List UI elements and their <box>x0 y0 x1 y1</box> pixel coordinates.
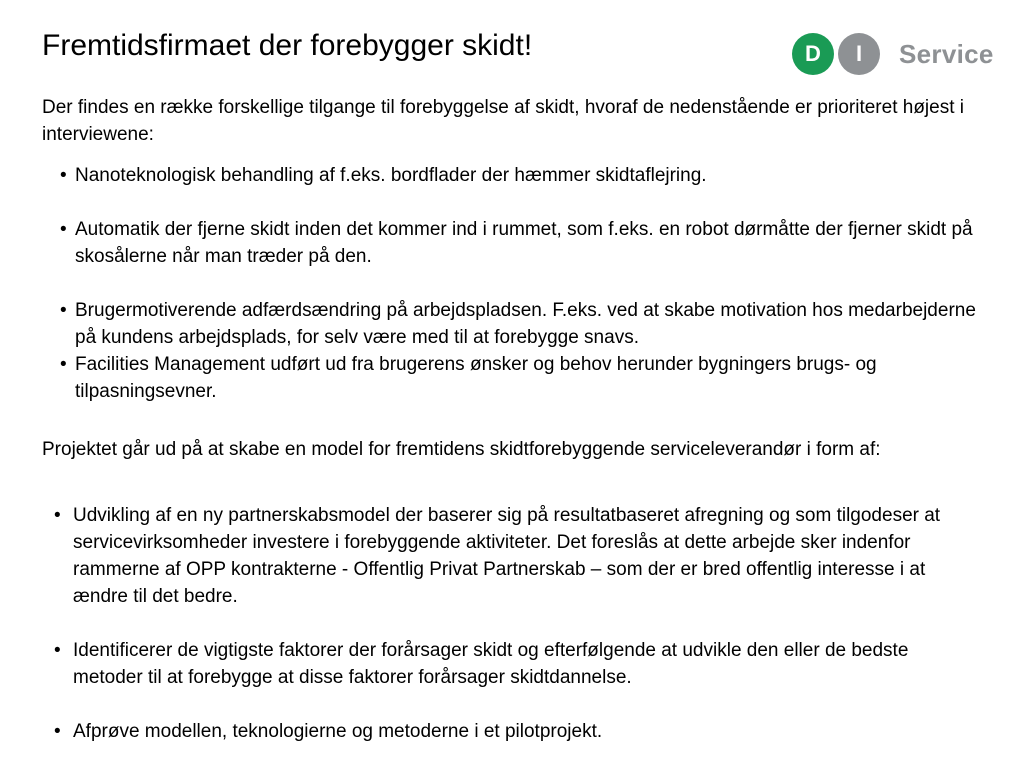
logo-i-circle: I <box>838 33 880 75</box>
list-item-text: Identificerer de vigtigste faktorer der forårsager skidt og efterfølgende at udvikle den eller de bedste metoder til at forebygge at disse faktorer forårsager skidtdannelse. <box>73 640 909 688</box>
list-item-text: Brugermotiverende adfærdsændring på arbejdspladsen. F.eks. ved at skabe motivation hos medarbejderne på kundens arbejdsplads, for selv være med til at forebygge snavs. <box>75 300 976 348</box>
list-item-text: Afprøve modellen, teknologierne og metoderne i et pilotprojekt. <box>73 721 603 742</box>
bullet-icon: • <box>54 721 61 742</box>
di-service-logo <box>792 33 994 75</box>
list-item-text: Udvikling af en ny partnerskabsmodel der baserer sig på resultatbaseret afregning og som tilgodeser at servicevirksomheder investere i forebyggende aktiviteter. Det foreslås at dette arbejde sker indenfor rammerne af OPP kontrakterne - Offentlig Privat Partnerskab – som der er bred offentlig interesse i at ændre til det bedre. <box>73 505 941 607</box>
list-item-text: Nanoteknologisk behandling af f.eks. bordflader der hæmmer skidtaflejring. <box>75 165 707 186</box>
project-paragraph: Projektet går ud på at skabe en model for fremtidens skidtforebyggende serviceleverandør i form af: <box>42 439 881 460</box>
logo-text: Service <box>899 38 994 69</box>
logo-d-circle: D <box>792 33 834 75</box>
list-item <box>60 297 980 351</box>
project-items-list <box>54 502 974 745</box>
list-item-text: Facilities Management udført ud fra brugerens ønsker og behov herunder bygningers brugs- og tilpasningsevner. <box>75 354 877 402</box>
bullet-icon: • <box>54 640 61 661</box>
bullet-icon: • <box>60 354 67 375</box>
list-spacer <box>54 610 974 637</box>
intro-paragraph: Der findes en række forskellige tilgange til forebyggelse af skidt, hvoraf de nedenstående er prioriteret højest i interviewene: <box>42 97 964 145</box>
list-spacer <box>60 189 980 216</box>
list-item <box>54 637 974 691</box>
bullet-icon: • <box>60 219 67 240</box>
list-item <box>60 162 980 189</box>
list-item-text: Automatik der fjerne skidt inden det kommer ind i rummet, som f.eks. en robot dørmåtte der fjerner skidt på skosålerne når man træder på den. <box>75 219 973 267</box>
list-item <box>54 502 974 610</box>
bullet-icon: • <box>60 165 67 186</box>
approaches-list <box>60 162 980 405</box>
list-item <box>54 718 974 745</box>
list-spacer <box>60 270 980 297</box>
page-title: Fremtidsfirmaet der forebygger skidt! <box>42 29 533 62</box>
bullet-icon: • <box>60 300 67 321</box>
list-spacer <box>54 691 974 718</box>
bullet-icon: • <box>54 505 61 526</box>
list-item <box>60 216 980 270</box>
list-item <box>60 351 980 405</box>
